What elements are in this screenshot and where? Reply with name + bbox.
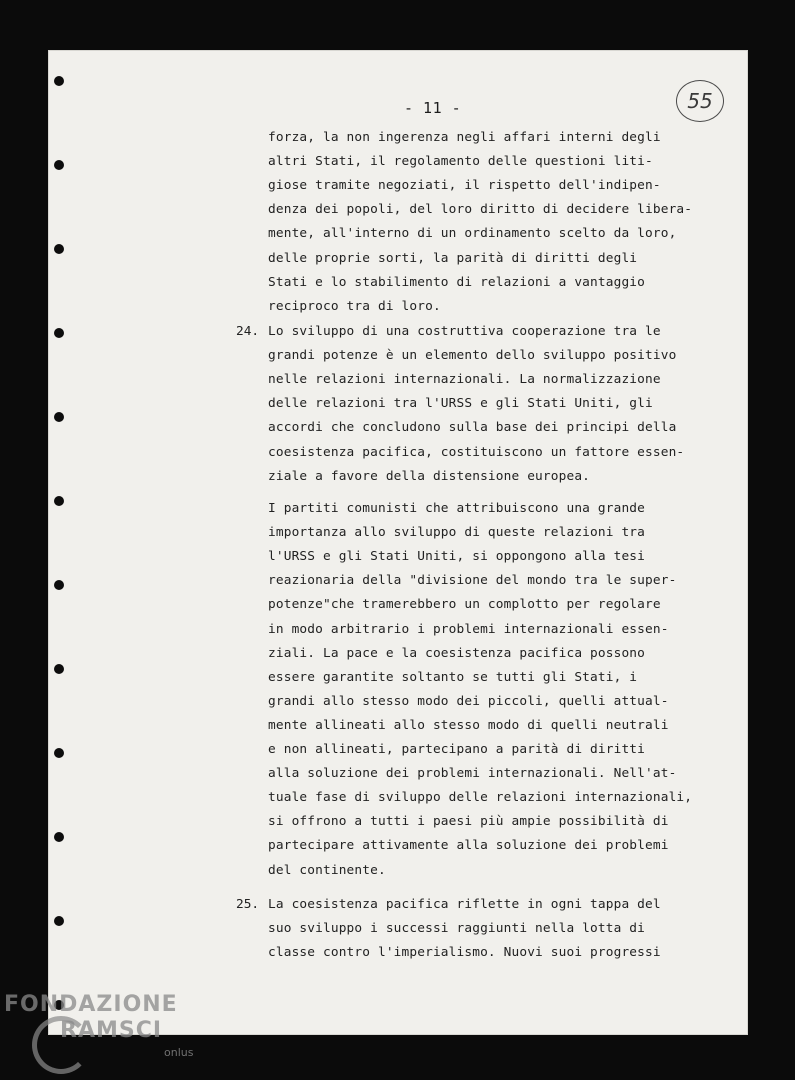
text-line: tuale fase di sviluppo delle relazioni internazionali, bbox=[268, 790, 693, 806]
text-line: ziali. La pace e la coesistenza pacifica possono bbox=[268, 645, 646, 661]
archive-stamp: 55 bbox=[676, 80, 724, 122]
text-line: in modo arbitrario i problemi internazionali essen- bbox=[268, 621, 669, 637]
text-line: l'URSS e gli Stati Uniti, si oppongono alla tesi bbox=[268, 549, 646, 565]
text-line: partecipare attivamente alla soluzione dei problemi bbox=[268, 838, 669, 854]
punch-hole bbox=[54, 76, 64, 86]
text-line: forza, la non ingerenza negli affari interni degli bbox=[268, 130, 661, 145]
watermark-line3: onlus bbox=[164, 1046, 194, 1059]
text-line: delle proprie sorti, la parità di diritti degli bbox=[268, 250, 638, 266]
punch-hole bbox=[54, 328, 64, 338]
text-line: del continente. bbox=[268, 862, 386, 878]
text-line: si offrono a tutti i paesi più ampie possibilità di bbox=[268, 814, 669, 830]
text-line: mente allineati allo stesso modo di quelli neutrali bbox=[268, 717, 669, 733]
punch-hole bbox=[54, 664, 64, 674]
text-line: e non allineati, partecipano a parità di diritti bbox=[268, 742, 646, 757]
text-line: Lo sviluppo di una costruttiva cooperazione tra le bbox=[268, 324, 661, 339]
text-line: I partiti comunisti che attribuiscono una grande bbox=[268, 501, 646, 516]
document-page bbox=[48, 50, 748, 1035]
text-line: denza dei popoli, del loro diritto di decidere libera- bbox=[268, 202, 693, 218]
watermark-line2: RAMSCI bbox=[60, 1018, 163, 1043]
text-line: importanza allo sviluppo di queste relazioni tra bbox=[268, 525, 646, 541]
text-line: essere garantite soltanto se tutti gli Stati, i bbox=[268, 669, 638, 685]
page-number: - 11 - bbox=[404, 99, 462, 117]
punch-hole bbox=[54, 244, 64, 254]
text-line: reazionaria della "divisione del mondo tra le super- bbox=[268, 573, 677, 589]
text-line: coesistenza pacifica, costituiscono un fattore essen- bbox=[268, 444, 685, 460]
punch-hole bbox=[54, 748, 64, 758]
text-line: accordi che concludono sulla base dei principi della bbox=[268, 420, 677, 436]
text-line: delle relazioni tra l'URSS e gli Stati Uniti, gli bbox=[268, 396, 653, 412]
text-line: reciproco tra di loro. bbox=[268, 298, 441, 314]
text-line: Stati e lo stabilimento di relazioni a vantaggio bbox=[268, 274, 646, 290]
text-line: potenze"che tramerebbero un complotto per regolare bbox=[268, 597, 661, 613]
watermark-line1: FONDAZIONE bbox=[4, 992, 178, 1017]
text-line: alla soluzione dei problemi internazionali. Nell'at- bbox=[268, 766, 677, 782]
text-line: altri Stati, il regolamento delle questioni liti- bbox=[268, 154, 653, 170]
text-line: ziale a favore della distensione europea. bbox=[268, 468, 591, 484]
punch-hole bbox=[54, 580, 64, 590]
text-line: grandi potenze è un elemento dello sviluppo positivo bbox=[268, 348, 677, 364]
punch-hole bbox=[54, 916, 64, 926]
text-line: classe contro l'imperialismo. Nuovi suoi progressi bbox=[268, 945, 661, 961]
punch-hole bbox=[54, 160, 64, 170]
paragraph-number: 25. bbox=[236, 897, 260, 912]
punch-hole bbox=[54, 412, 64, 422]
paragraph-number: 24. bbox=[236, 324, 260, 339]
text-line: grandi allo stesso modo dei piccoli, quelli attual- bbox=[268, 693, 669, 709]
watermark-logo bbox=[4, 992, 204, 1072]
text-line: suo sviluppo i successi raggiunti nella lotta di bbox=[268, 921, 646, 937]
punch-hole bbox=[54, 496, 64, 506]
text-line: giose tramite negoziati, il rispetto dell'indipen- bbox=[268, 178, 661, 194]
text-line: nelle relazioni internazionali. La normalizzazione bbox=[268, 372, 661, 388]
text-line: La coesistenza pacifica riflette in ogni tappa del bbox=[268, 897, 661, 912]
punch-hole bbox=[54, 832, 64, 842]
text-line: mente, all'interno di un ordinamento scelto da loro, bbox=[268, 226, 677, 242]
